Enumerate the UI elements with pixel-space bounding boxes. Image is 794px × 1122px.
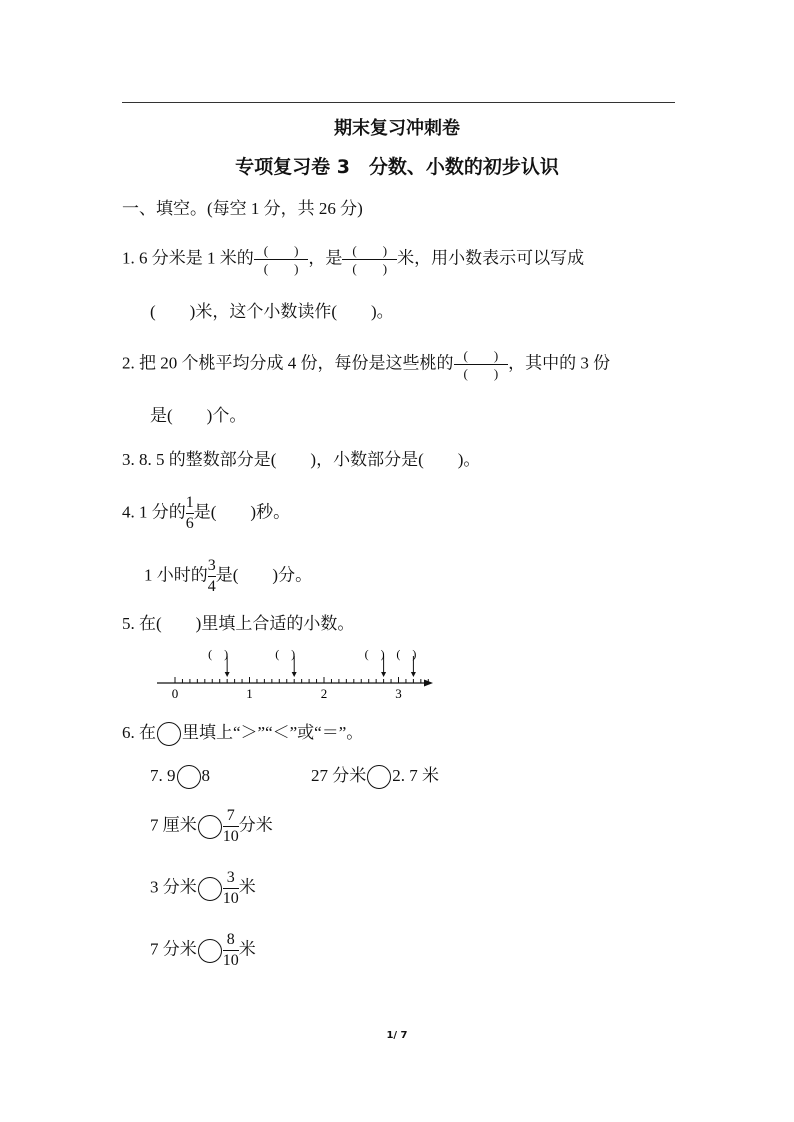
tick-label: 1	[246, 686, 253, 701]
answer-blank[interactable]: ( )	[208, 647, 229, 661]
circle-symbol-icon	[157, 722, 181, 746]
question-3: 3. 8. 5 的整数部分是( )，小数部分是( )。	[122, 450, 481, 469]
q6-row-2: 7 厘米 $\frac{7}{10}$ 分米	[150, 807, 273, 845]
arrowhead-icon	[411, 672, 416, 677]
compare-circle[interactable]	[198, 815, 222, 839]
compare-circle[interactable]	[367, 765, 391, 789]
arrowhead-icon	[225, 672, 230, 677]
q1-line-2: ( )米，这个小数读作( )。	[150, 302, 394, 321]
q6-text-a1: 6. 在	[122, 723, 156, 742]
q6-row-3: 3 分米 $\frac{3}{10}$ 米	[150, 869, 256, 907]
q2-line-2: 是( )个。	[150, 406, 247, 425]
q4-fraction-2: $\frac{3}{4}$	[207, 557, 216, 595]
q2-fraction[interactable]: $\frac{( )}{( )}$	[454, 349, 509, 380]
question-2	[122, 349, 610, 380]
q4-fraction-1: $\frac{1}{6}$	[185, 494, 194, 532]
q4-text-a1: 4. 1 分的	[122, 502, 186, 522]
q1-text-b: ，是	[308, 248, 343, 268]
arrowhead-icon	[292, 672, 297, 677]
header-rule	[122, 102, 675, 103]
number-line	[0, 645, 794, 705]
q6-fraction-4: $\frac{8}{10}$	[222, 931, 239, 969]
q1-text-a: 1. 6 分米是 1 米的	[122, 248, 254, 268]
arrowhead-icon	[381, 672, 386, 677]
q4-text-b2: 是( )分。	[215, 565, 313, 585]
compare-circle[interactable]	[198, 877, 222, 901]
q4-text-b1: 1 小时的	[144, 565, 208, 585]
q1-fraction-1[interactable]: $\frac{( )}{( )}$	[254, 244, 309, 275]
answer-blank[interactable]: ( )	[364, 647, 385, 661]
tick-label: 3	[395, 686, 402, 701]
q6-row-4: 7 分米 $\frac{8}{10}$ 米	[150, 931, 256, 969]
page-subtitle: 专项复习卷 3 分数、小数的初步认识	[235, 156, 559, 178]
q1-text-c: 米，用小数表示可以写成	[397, 248, 585, 268]
question-4b	[144, 558, 312, 595]
q6-fraction-2: $\frac{7}{10}$	[222, 807, 239, 845]
q2-text-b: ，其中的 3 份	[508, 353, 611, 373]
section-heading: 一、填空。(每空 1 分，共 26 分)	[122, 199, 363, 218]
question-1	[122, 244, 584, 275]
q6-fraction-3: $\frac{3}{10}$	[222, 869, 239, 907]
page-number: 1/ 7	[386, 1030, 408, 1041]
question-4	[122, 495, 290, 532]
question-6	[122, 720, 363, 746]
page-title: 期末复习冲刺卷	[334, 118, 460, 139]
q4-text-a2: 是( )秒。	[193, 502, 291, 522]
tick-label: 0	[171, 686, 179, 701]
q1-fraction-2[interactable]: $\frac{( )}{( )}$	[342, 244, 397, 275]
answer-blank[interactable]: ( )	[396, 647, 417, 661]
q2-text-a: 2. 把 20 个桃平均分成 4 份，每份是这些桃的	[122, 353, 454, 373]
compare-circle[interactable]	[177, 765, 201, 789]
q6-row-1a: 7. 9 8	[150, 763, 210, 789]
answer-blank[interactable]: ( )	[275, 647, 296, 661]
tick-label: 2	[320, 686, 328, 701]
q6-text-a2: 里填上“＞”“＜”或“＝”。	[182, 723, 364, 742]
q6-row-1b: 27 分米 2. 7 米	[311, 763, 439, 789]
compare-circle[interactable]	[198, 939, 222, 963]
question-5: 5. 在( )里填上合适的小数。	[122, 614, 355, 633]
